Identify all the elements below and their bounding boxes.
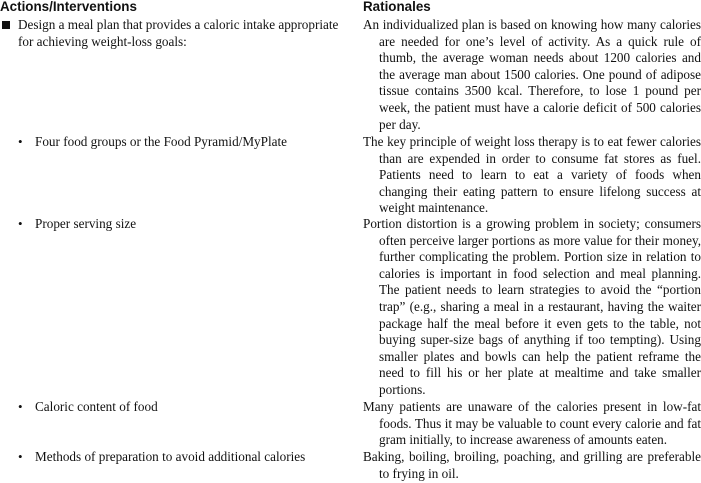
- action-text: Four food groups or the Food Pyramid/MyPlate: [35, 134, 288, 149]
- action-text: Proper serving size: [35, 216, 137, 231]
- bullet-icon: •: [18, 449, 23, 464]
- rationale-text: Baking, boiling, broiling, poaching, and grilling are preferable to frying in oil.: [363, 449, 701, 481]
- action-text: Methods of preparation to avoid additional calories: [35, 449, 306, 464]
- rationale-text: The key principle of weight loss therapy is to eat fewer calories than are expended in order to consume fat stores as fuel. Patients need to learn to eat a variety of foods when changing their eating pattern to ensure lifelong success at weight maintenance.: [363, 134, 701, 216]
- bullet-icon: •: [18, 399, 23, 414]
- rationale-text: An individualized plan is based on knowing how many calories are needed for one’s level of activity. As a quick rule of thumb, the average woman needs about 1200 calories and the average man about 1500 calories. One pound of adipose tissue contains 3500 kcal. Therefore, to lose 1 pound per week, the patient must have a calorie deficit of 500 calories per day.: [363, 17, 701, 132]
- actions-interventions-heading: Actions/Interventions: [0, 0, 137, 14]
- bullet-icon: •: [18, 216, 23, 231]
- rationales-heading: Rationales: [363, 0, 431, 14]
- bullet-icon: •: [18, 134, 23, 149]
- table-header: [0, 0, 701, 16]
- action-text: Design a meal plan that provides a caloric intake appropriate for achieving weight-loss goals:: [18, 17, 339, 49]
- rationale-text: Many patients are unaware of the calories present in low-fat foods. Thus it may be valuable to count every calorie and fat gram initially, to increase awareness of amounts eaten.: [363, 399, 701, 448]
- rationale-text: Portion distortion is a growing problem in society; consumers often perceive larger portions as more value for their money, further complicating the problem. Portion size in relation to calories is important in food selection and meal planning. The patient needs to learn strategies to avoid the “portion trap” (e.g., sharing a meal in a restaurant, having the waiter package half the meal before it even gets to the table, not buying super-size bags of anything if too tempting). Using smaller plates and bowls can help the patient reframe the need to fill his or her plate at mealtime and take smaller portions.: [363, 216, 701, 397]
- action-text: Caloric content of food: [35, 399, 158, 414]
